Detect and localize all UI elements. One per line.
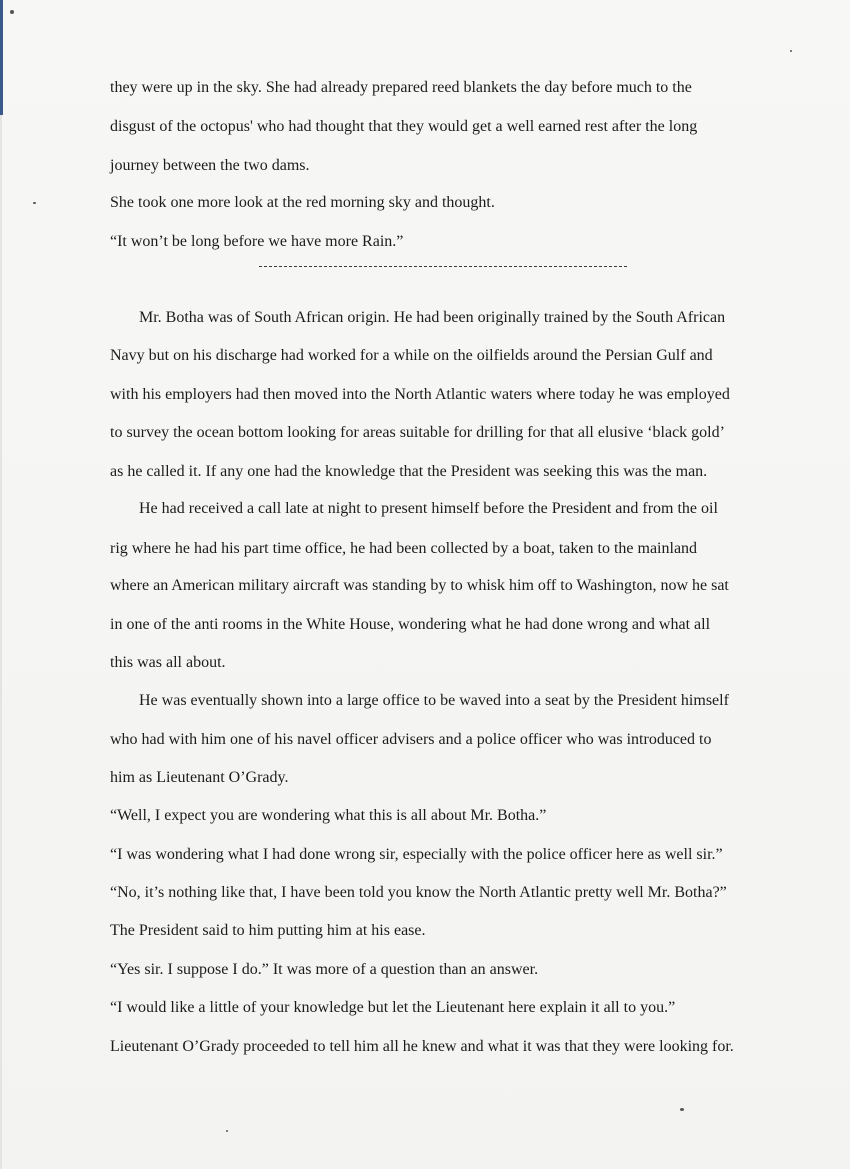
text-line: rig where he had his part time office, he had been collected by a boat, taken to the mainland	[110, 540, 698, 557]
scan-edge	[0, 0, 2, 1169]
text-line: Navy but on his discharge had worked for a while on the oilfields around the Persian Gulf and	[110, 347, 713, 364]
text-line: this was all about.	[110, 654, 226, 671]
dialogue-line: “I would like a little of your knowledge but let the Lieutenant here explain it all to you.”	[110, 999, 676, 1016]
text-line: they were up in the sky. She had already prepared reed blankets the day before much to the	[110, 79, 692, 96]
paragraph-first-line: He had received a call late at night to present himself before the President and from the oil	[139, 500, 718, 517]
dialogue-line: “Yes sir. I suppose I do.” It was more of a question than an answer.	[110, 961, 539, 978]
text-line: him as Lieutenant O’Grady.	[110, 769, 289, 786]
text-line: who had with him one of his navel officer advisers and a police officer who was introduced to	[110, 731, 712, 748]
paragraph-first-line: Mr. Botha was of South African origin. He had been originally trained by the South African	[139, 309, 726, 326]
dust-speck	[680, 1108, 684, 1111]
text-line: where an American military aircraft was standing by to whisk him off to Washington, now he sat	[110, 577, 729, 594]
paragraph-first-line: He was eventually shown into a large office to be waved into a seat by the President himself	[139, 692, 729, 709]
scan-edge-blue-mark	[0, 0, 3, 115]
dialogue-line: “I was wondering what I had done wrong sir, especially with the police officer here as well sir.”	[110, 846, 723, 863]
dust-speck	[226, 1130, 228, 1132]
text-line: in one of the anti rooms in the White House, wondering what he had done wrong and what all	[110, 616, 711, 633]
text-line: Lieutenant O’Grady proceeded to tell him all he knew and what it was that they were looking for.	[110, 1038, 734, 1055]
section-separator	[259, 266, 627, 267]
dialogue-line: “No, it’s nothing like that, I have been told you know the North Atlantic pretty well Mr. Botha?”	[110, 884, 727, 901]
dialogue-line: “Well, I expect you are wondering what this is all about Mr. Botha.”	[110, 807, 547, 824]
text-line: “It won’t be long before we have more Rain.”	[110, 233, 404, 250]
dust-speck	[10, 10, 14, 14]
text-line: She took one more look at the red morning sky and thought.	[110, 194, 495, 211]
text-line: as he called it. If any one had the knowledge that the President was seeking this was the man.	[110, 463, 708, 480]
text-line: The President said to him putting him at his ease.	[110, 922, 426, 939]
text-line: with his employers had then moved into the North Atlantic waters where today he was employed	[110, 386, 730, 403]
dust-speck	[790, 50, 792, 52]
dust-speck	[33, 202, 36, 204]
text-line: disgust of the octopus' who had thought that they would get a well earned rest after the long	[110, 118, 698, 135]
text-line: to survey the ocean bottom looking for areas suitable for drilling for that all elusive ‘black gold’	[110, 424, 725, 441]
text-line: journey between the two dams.	[110, 157, 310, 174]
